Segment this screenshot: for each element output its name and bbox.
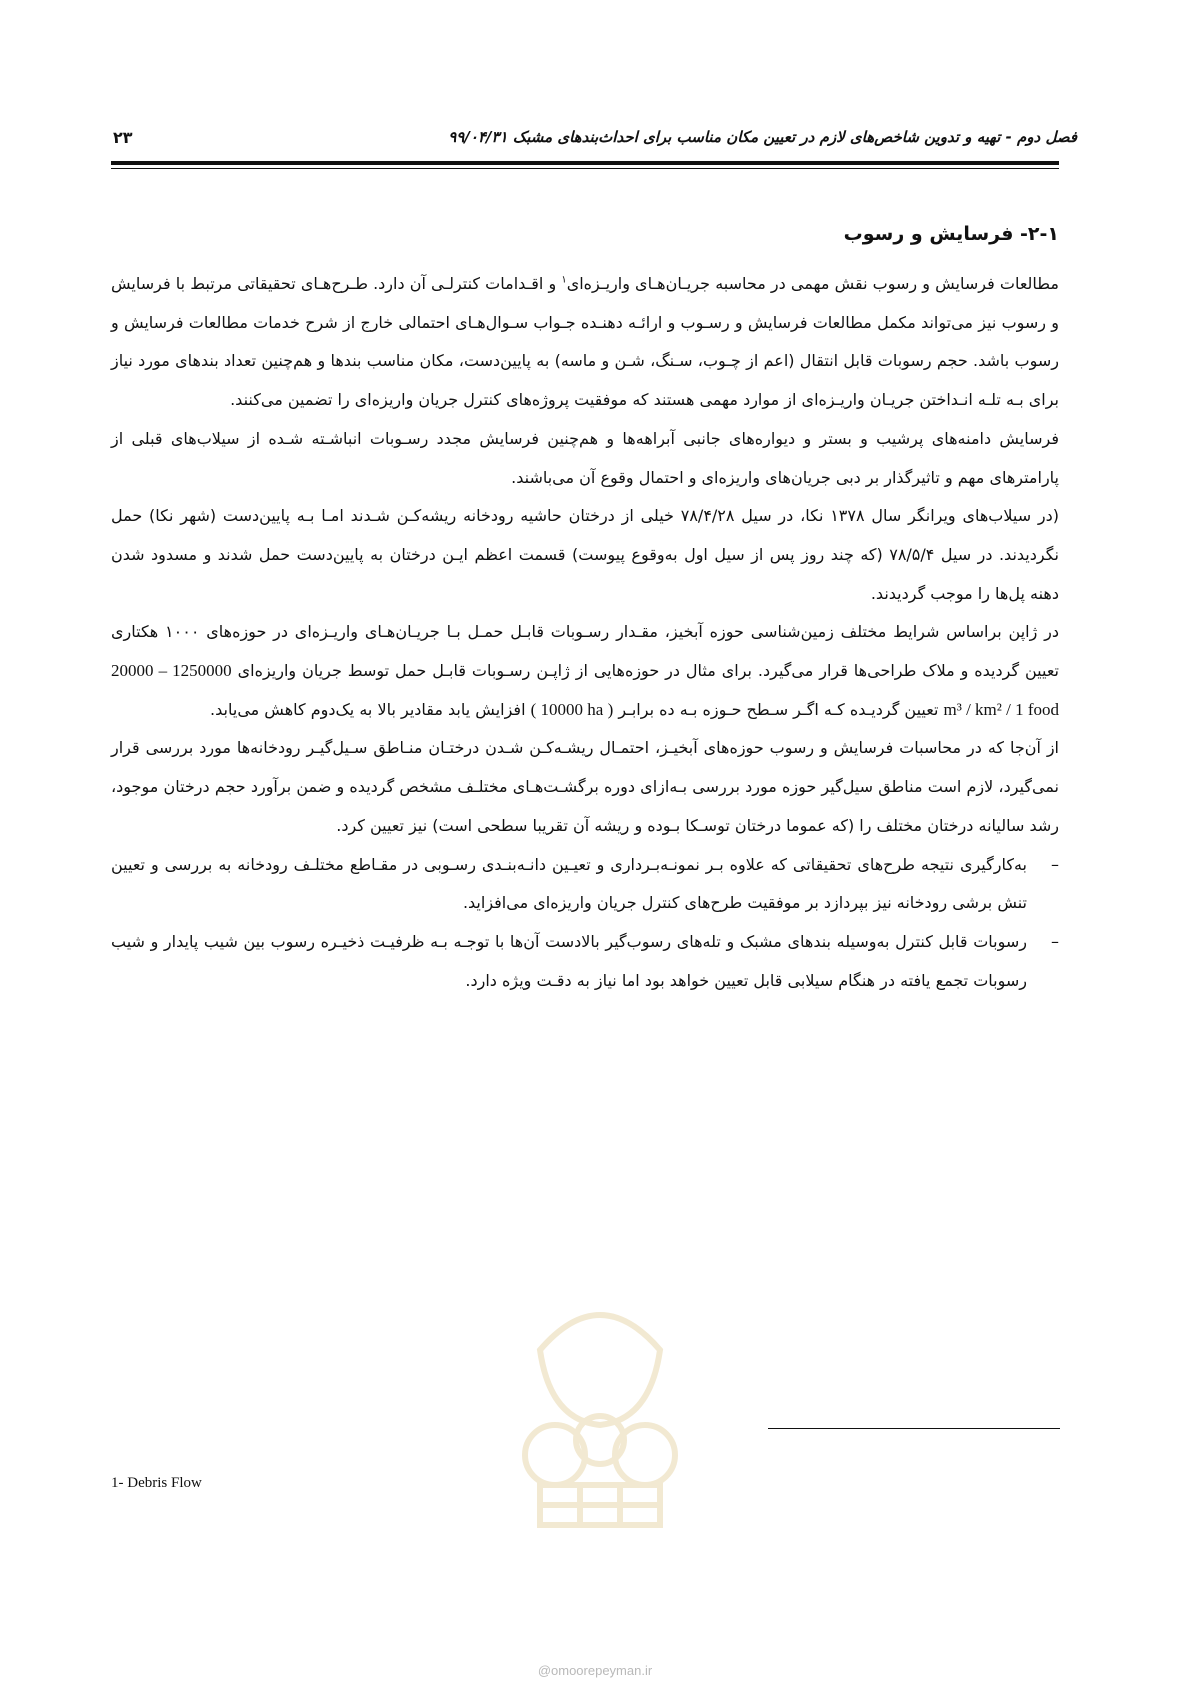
sediment-formula: 20000 – 1250000 m³ / km² / 1 food	[111, 661, 1059, 719]
header-rule-thick	[111, 161, 1059, 165]
paragraph-3: (در سیلاب‌های ویرانگر سال ۱۳۷۸ نکا، در سیل ۷۸/۴/۲۸ خیلی از درختان حاشیه رودخانه ریشه‌کـن شـدند امـا بـه پایین‌دست (شهر نکا) حمل نگردیدند. در سیل ۷۸/۵/۴ (که چند روز پس از سیل اول به‌وقوع پیوست) قسمت اعظم ایـن درختان به پایین‌دست حمل شدند و مسدود شدن دهنه پل‌ها را موجب گردیدند.	[111, 506, 1060, 603]
bullet-text: رسوبات قابل کنترل به‌وسیله بندهای مشبک و تله‌های رسوب‌گیر بالادست آن‌ها با توجـه بـه ظرفیـت ذخیـره رسوب بین شیب پایدار و شیب رسوبات تجمع یافته در هنگام سیلابی قابل تعیین خواهد بود اما نیاز به دقـت ویژه دارد.	[111, 931, 1027, 990]
paragraph-5: از آن‌جا که در محاسبات فرسایش و رسوب حوزه‌های آبخیـز، احتمـال ریشـه‌کـن شـدن درختـان منـاطق سـیل‌گیـر رودخانه‌ها مورد بررسی قرار نمی‌گیرد، لازم است مناطق سیل‌گیر حوزه مورد بررسی بـه‌ازای دوره برگشـت‌هـای مختلـف مشخص گردیده و ضمن برآورد حجم درختان موجود، رشد سالیانه درختان مختلف را (که عموما درختان توسـکا بـوده و ریشه آن تقریبا سطحی است) نیز تعیین کرد.	[111, 738, 1059, 835]
bullet-item	[111, 846, 1059, 923]
paragraph-4-text-a: در ژاپن براساس شرایط مختلف زمین‌شناسی حوزه آبخیز، مقـدار رسـوبات قابـل حمـل بـا جریـان‌هـای واریـزه‌ای در حوزه‌های ۱۰۰۰ هکتاری تعیین گردیده و ملاک طراحی‌ها قرار می‌گیرد. برای مثال در حوزه‌هایی از ژاپـن رسـوبات قابـل حمل توسط جریان واریزه‌ای	[111, 622, 1060, 681]
footnote-separator	[768, 1428, 1060, 1429]
dash-marker: –	[1051, 931, 1059, 951]
section-heading: ۲-۱- فرسایش و رسوب	[843, 223, 1059, 245]
header-rule-thin	[111, 168, 1059, 169]
paragraph-4-text-b: تعیین گردیـده کـه اگـر سـطح حـوزه بـه ده برابـر	[618, 699, 939, 719]
bullet-list	[111, 846, 1059, 1001]
bullet-text: به‌کارگیری نتیجه طرح‌های تحقیقاتی که علاوه بـر نمونـه‌بـرداری و تعیـین دانـه‌بنـدی رسـوبی در مقـاطع مختلـف رودخانه به بررسی و تعیین تنش برشی رودخانه نیز بپردازد بر موفقیت طرح‌های کنترل جریان واریزه‌ای می‌افزاید.	[111, 854, 1027, 913]
dash-marker: –	[1051, 854, 1059, 874]
paragraph-4-text-c: افزایش یابد مقادیر بالا به یک‌دوم کاهش می‌یابد.	[210, 699, 526, 719]
paragraph-1	[111, 265, 1059, 420]
paragraph-2: فرسایش دامنه‌های پرشیب و بستر و دیواره‌های جانبی آبراهه‌ها و هم‌چنین فرسایش مجدد رسـوبات انباشـته شـده از سیلاب‌های قبلی از پارامترهای مهم و تاثیرگذار بر دبی جریان‌های واریزه‌ای و احتمال وقوع آن می‌باشند.	[111, 428, 1059, 487]
paragraph-1-text-b: و اقـدامات کنترلـی آن دارد. طـرح‌هـای تحقیقاتی مرتبط با فرسایش و رسوب نیز می‌تواند مکمل مطالعات فرسایش و رسـوب و ارائـه دهنـده جـواب سـوال‌هـای احتمالی خارج از شرح خدمات مطالعات فرسایش و رسوب باشد. حجم رسوبات قابل انتقال (اعم از چـوب، سـنگ، شـن و ماسه) به پایین‌دست، مکان مناسب بندها و هم‌چنین تعداد بندهای مورد نیاز برای بـه تلـه انـداختن جریـان واریـزه‌ای از موارد مهمی هستند که موفقیت پروژه‌های کنترل جریان واریزه‌ای را تضمین می‌کنند.	[111, 274, 1059, 410]
watermark-logo	[500, 1290, 700, 1670]
paragraph-4	[111, 613, 1059, 729]
page-number: ۲۳	[113, 128, 133, 147]
area-value: ( 10000 ha )	[530, 699, 614, 719]
watermark-url: @omoorepeyman.ir	[537, 1663, 653, 1678]
running-header-title: فصل دوم - تهیه و تدوین شاخص‌های لازم در تعیین مکان مناسب برای احداث‌بندهای مشبک ۹۹/۰۴/۳۱	[448, 128, 1077, 146]
footnote: 1- Debris Flow	[111, 1475, 202, 1491]
bullet-item	[111, 923, 1059, 1000]
document-body	[111, 215, 1059, 1000]
paragraph-1-text-a: مطالعات فرسایش و رسوب نقش مهمی در محاسبه جریـان‌هـای واریـزه‌ای	[566, 274, 1059, 293]
footnote-ref: ۱	[561, 274, 567, 286]
